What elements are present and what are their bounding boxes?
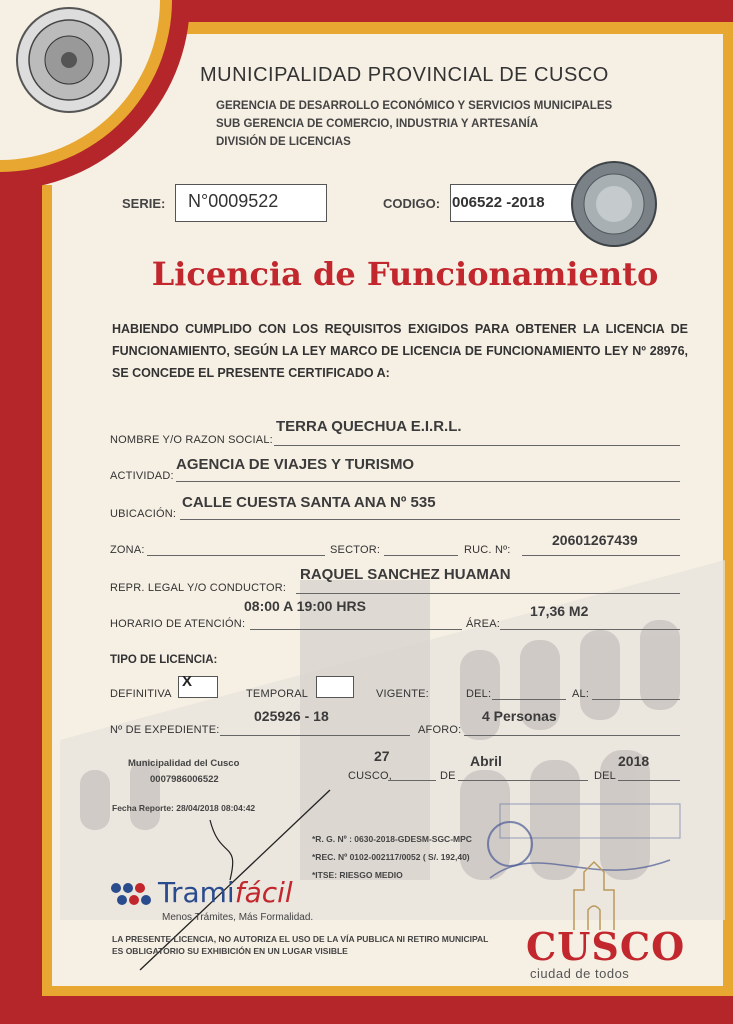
day-line	[388, 780, 436, 781]
aforo-label: AFORO:	[418, 724, 462, 736]
bottom-red-border	[0, 996, 733, 1024]
actividad-line	[176, 481, 680, 482]
expediente-line	[220, 735, 410, 736]
ubicacion-value: CALLE CUESTA SANTA ANA Nº 535	[182, 494, 436, 511]
zona-label: ZONA:	[110, 544, 145, 556]
codigo-value: 006522 -2018	[452, 194, 545, 211]
cusco-logo-tagline: ciudad de todos	[530, 966, 630, 981]
actividad-label: ACTIVIDAD:	[110, 470, 174, 482]
bottom-gold-stripe	[42, 986, 733, 996]
date-year: 2018	[618, 753, 650, 769]
receipt-line1: Municipalidad del Cusco	[128, 758, 240, 769]
serie-label: SERIE:	[122, 196, 166, 211]
del2-label: DEL	[594, 770, 616, 782]
month-line	[458, 780, 588, 781]
del-label: DEL:	[466, 688, 492, 700]
cusco-tower-icon	[564, 860, 624, 930]
codigo-label: CODIGO:	[383, 196, 441, 211]
area-label: ÁREA:	[466, 618, 501, 630]
zona-line	[147, 555, 325, 556]
vigente-label: VIGENTE:	[376, 688, 429, 700]
tramifacil-brand-b: fácil	[234, 876, 293, 909]
ubicacion-line	[180, 519, 680, 520]
definitiva-mark: X	[182, 673, 193, 690]
repr-line	[296, 593, 680, 594]
cusco-date-label: CUSCO,	[348, 770, 392, 782]
horario-label: HORARIO DE ATENCIÓN:	[110, 618, 246, 630]
hologram-seal-icon	[570, 160, 658, 248]
horario-value: 08:00 A 19:00 HRS	[244, 598, 366, 614]
aforo-line	[464, 735, 680, 736]
ubicacion-label: UBICACIÓN:	[110, 508, 177, 520]
temporal-label: TEMPORAL	[246, 688, 309, 700]
de-label: DE	[440, 770, 456, 782]
al-label: AL:	[572, 688, 590, 700]
note-itse: *ITSE: RIESGO MEDIO	[312, 870, 403, 880]
header-line2: SUB GERENCIA DE COMERCIO, INDUSTRIA Y ARTESANÍA	[216, 118, 539, 130]
aforo-value: 4 Personas	[482, 708, 557, 724]
date-month: Abril	[470, 753, 502, 769]
tramifacil-tagline: Menos Trámites, Más Formalidad.	[162, 912, 314, 923]
area-line	[500, 629, 680, 630]
expediente-label: Nº DE EXPEDIENTE:	[110, 724, 220, 736]
repr-label: REPR. LEGAL Y/O CONDUCTOR:	[110, 582, 287, 594]
note-rg: *R. G. Nº : 0630-2018-GDESM-SGC-MPC	[312, 834, 472, 844]
serie-value: N°0009522	[188, 191, 279, 211]
intro-paragraph: HABIENDO CUMPLIDO CON LOS REQUISITOS EXIGIDOS PARA OBTENER LA LICENCIA DE FUNCIONAMIENTO, SEGÚN LA LEY MARCO DE LICENCIA DE FUNCIONAMIENTO LEY Nº 28976, SE CONCEDE EL PRESENTE CERTIFICADO A:	[112, 322, 688, 380]
tramifacil-brand-a: Trami	[158, 876, 235, 909]
sector-line	[384, 555, 458, 556]
tipo-label: TIPO DE LICENCIA:	[110, 654, 218, 666]
area-value: 17,36 M2	[530, 603, 589, 619]
nombre-line	[274, 445, 680, 446]
top-gold-stripe	[165, 22, 733, 34]
footer-line1: LA PRESENTE LICENCIA, NO AUTORIZA EL USO DE LA VÍA PUBLICA NI RETIRO MUNICIPAL	[112, 934, 489, 944]
receipt-line2: 0007986006522	[150, 774, 219, 785]
header-title: MUNICIPALIDAD PROVINCIAL DE CUSCO	[200, 64, 609, 86]
date-day: 27	[374, 748, 390, 764]
ruc-line	[522, 555, 680, 556]
year-line	[618, 780, 680, 781]
expediente-value: 025926 - 18	[254, 708, 329, 724]
horario-line	[250, 629, 462, 630]
note-rec: *REC. Nº 0102-002117/0052 ( S/. 192,40)	[312, 852, 470, 862]
tramifacil-logo-icon	[110, 880, 156, 910]
header-line1: GERENCIA DE DESARROLLO ECONÓMICO Y SERVICIOS MUNICIPALES	[216, 100, 613, 112]
tramifacil-brand	[158, 876, 293, 909]
ruc-value: 20601267439	[552, 532, 638, 548]
footer-line2: ES OBLIGATORIO SU EXHIBICIÓN EN UN LUGAR VISIBLE	[112, 946, 348, 956]
header-line3: DIVISIÓN DE LICENCIAS	[216, 136, 351, 148]
receipt-fecha: Fecha Reporte: 28/04/2018 08:04:42	[112, 803, 256, 813]
document-title: Licencia de Funcionamiento	[151, 255, 659, 293]
cusco-logo-word: CUSCO	[526, 924, 686, 969]
nombre-label: NOMBRE Y/O RAZON SOCIAL:	[110, 434, 273, 446]
ruc-label: RUC. Nº:	[464, 544, 511, 556]
sector-label: SECTOR:	[330, 544, 381, 556]
temporal-checkbox[interactable]	[316, 676, 354, 698]
del-line	[492, 699, 566, 700]
repr-value: RAQUEL SANCHEZ HUAMAN	[300, 566, 511, 583]
al-line	[592, 699, 680, 700]
nombre-value: TERRA QUECHUA E.I.R.L.	[276, 418, 462, 435]
municipal-seal-icon	[14, 5, 124, 115]
left-gold-stripe	[42, 185, 52, 1024]
actividad-value: AGENCIA DE VIAJES Y TURISMO	[176, 456, 415, 473]
definitiva-label: DEFINITIVA	[110, 688, 172, 700]
